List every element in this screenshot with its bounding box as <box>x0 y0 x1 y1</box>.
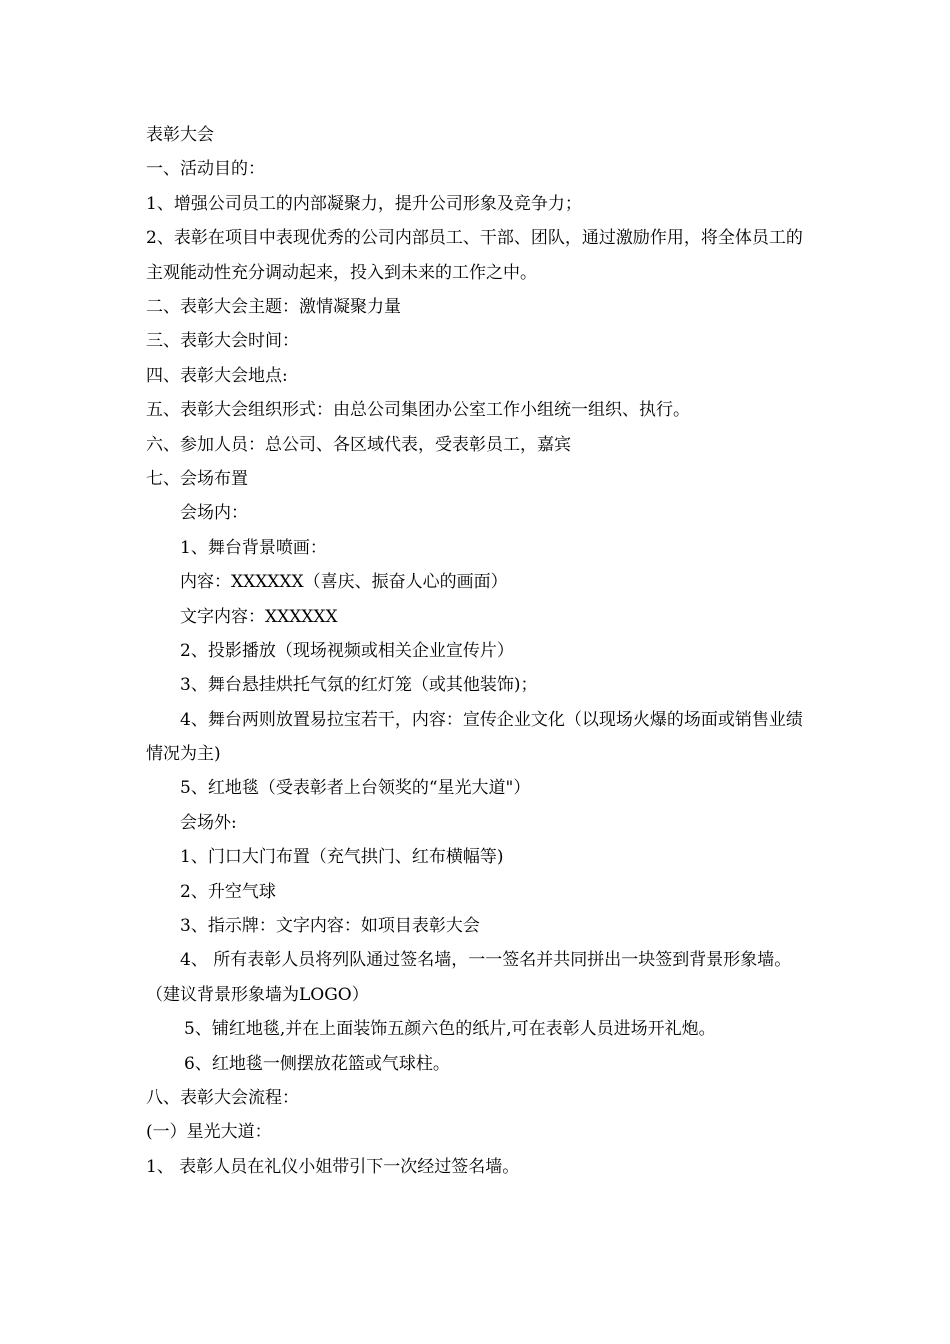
section-heading-procedure: 八、表彰大会流程： <box>146 1088 299 1109</box>
venue-outside-item-4: 4、 所有表彰人员将列队通过签名墙，一一签名并共同拼出一块签到背景形象墙。（建议背景形象墙为LOGO） <box>146 950 792 1005</box>
purpose-item-1: 1、增强公司员工的内部凝聚力，提升公司形象及竞争力； <box>146 193 582 214</box>
section-heading-time: 三、表彰大会时间： <box>146 331 299 352</box>
section-heading-purpose: 一、活动目的： <box>146 159 265 180</box>
venue-inside-item-2: 2、投影播放（现场视频或相关企业宣传片） <box>180 640 514 661</box>
document-body <box>146 118 816 1184</box>
section-heading-location: 四、表彰大会地点: <box>146 365 288 386</box>
section-heading-theme: 二、表彰大会主题：激情凝聚力量 <box>146 296 401 317</box>
venue-outside-item-2: 2、升空气球 <box>180 881 276 902</box>
section-heading-organization: 五、表彰大会组织形式：由总公司集团办公室工作小组统一组织、执行。 <box>146 400 690 421</box>
venue-inside-item-5: 5、红地毯（受表彰者上台领奖的“星光大道"） <box>180 778 531 799</box>
venue-inside-item-1: 1、舞台背景喷画： <box>180 537 327 558</box>
venue-outside-heading: 会场外: <box>180 812 237 833</box>
procedure-item-1: 1、 表彰人员在礼仪小姐带引下一次经过签名墙。 <box>146 1156 520 1177</box>
venue-inside-text-content: 文字内容：XXXXXX <box>180 606 338 627</box>
purpose-item-2: 2、表彰在项目中表现优秀的公司内部员工、干部、团队，通过激励作用，将全体员工的主观能动性充分调动起来，投入到未来的工作之中。 <box>146 228 803 283</box>
venue-outside-item-5: 5、铺红地毯,并在上面装饰五颜六色的纸片,可在表彰人员进场开礼炮。 <box>184 1019 716 1040</box>
procedure-subheading-star-avenue: (一）星光大道： <box>146 1122 272 1143</box>
venue-outside-item-6: 6、红地毯一侧摆放花篮或气球柱。 <box>184 1053 450 1074</box>
venue-inside-item-3: 3、舞台悬挂烘托气氛的红灯笼（或其他装饰)； <box>180 675 538 696</box>
section-heading-participants: 六、参加人员：总公司、各区域代表，受表彰员工，嘉宾 <box>146 434 571 455</box>
venue-inside-item-4: 4、舞台两则放置易拉宝若干，内容：宣传企业文化（以现场火爆的场面或销售业绩情况为主) <box>146 709 803 765</box>
venue-inside-content: 内容：XXXXXX（喜庆、振奋人心的画面） <box>180 572 508 593</box>
venue-outside-item-3: 3、指示牌：文字内容：如项目表彰大会 <box>180 916 480 937</box>
section-heading-venue-layout: 七、会场布置 <box>146 468 248 489</box>
document-title: 表彰大会 <box>146 125 214 145</box>
venue-inside-heading: 会场内： <box>180 503 248 524</box>
venue-outside-item-1: 1、门口大门布置（充气拱门、红布横幅等) <box>180 847 504 868</box>
